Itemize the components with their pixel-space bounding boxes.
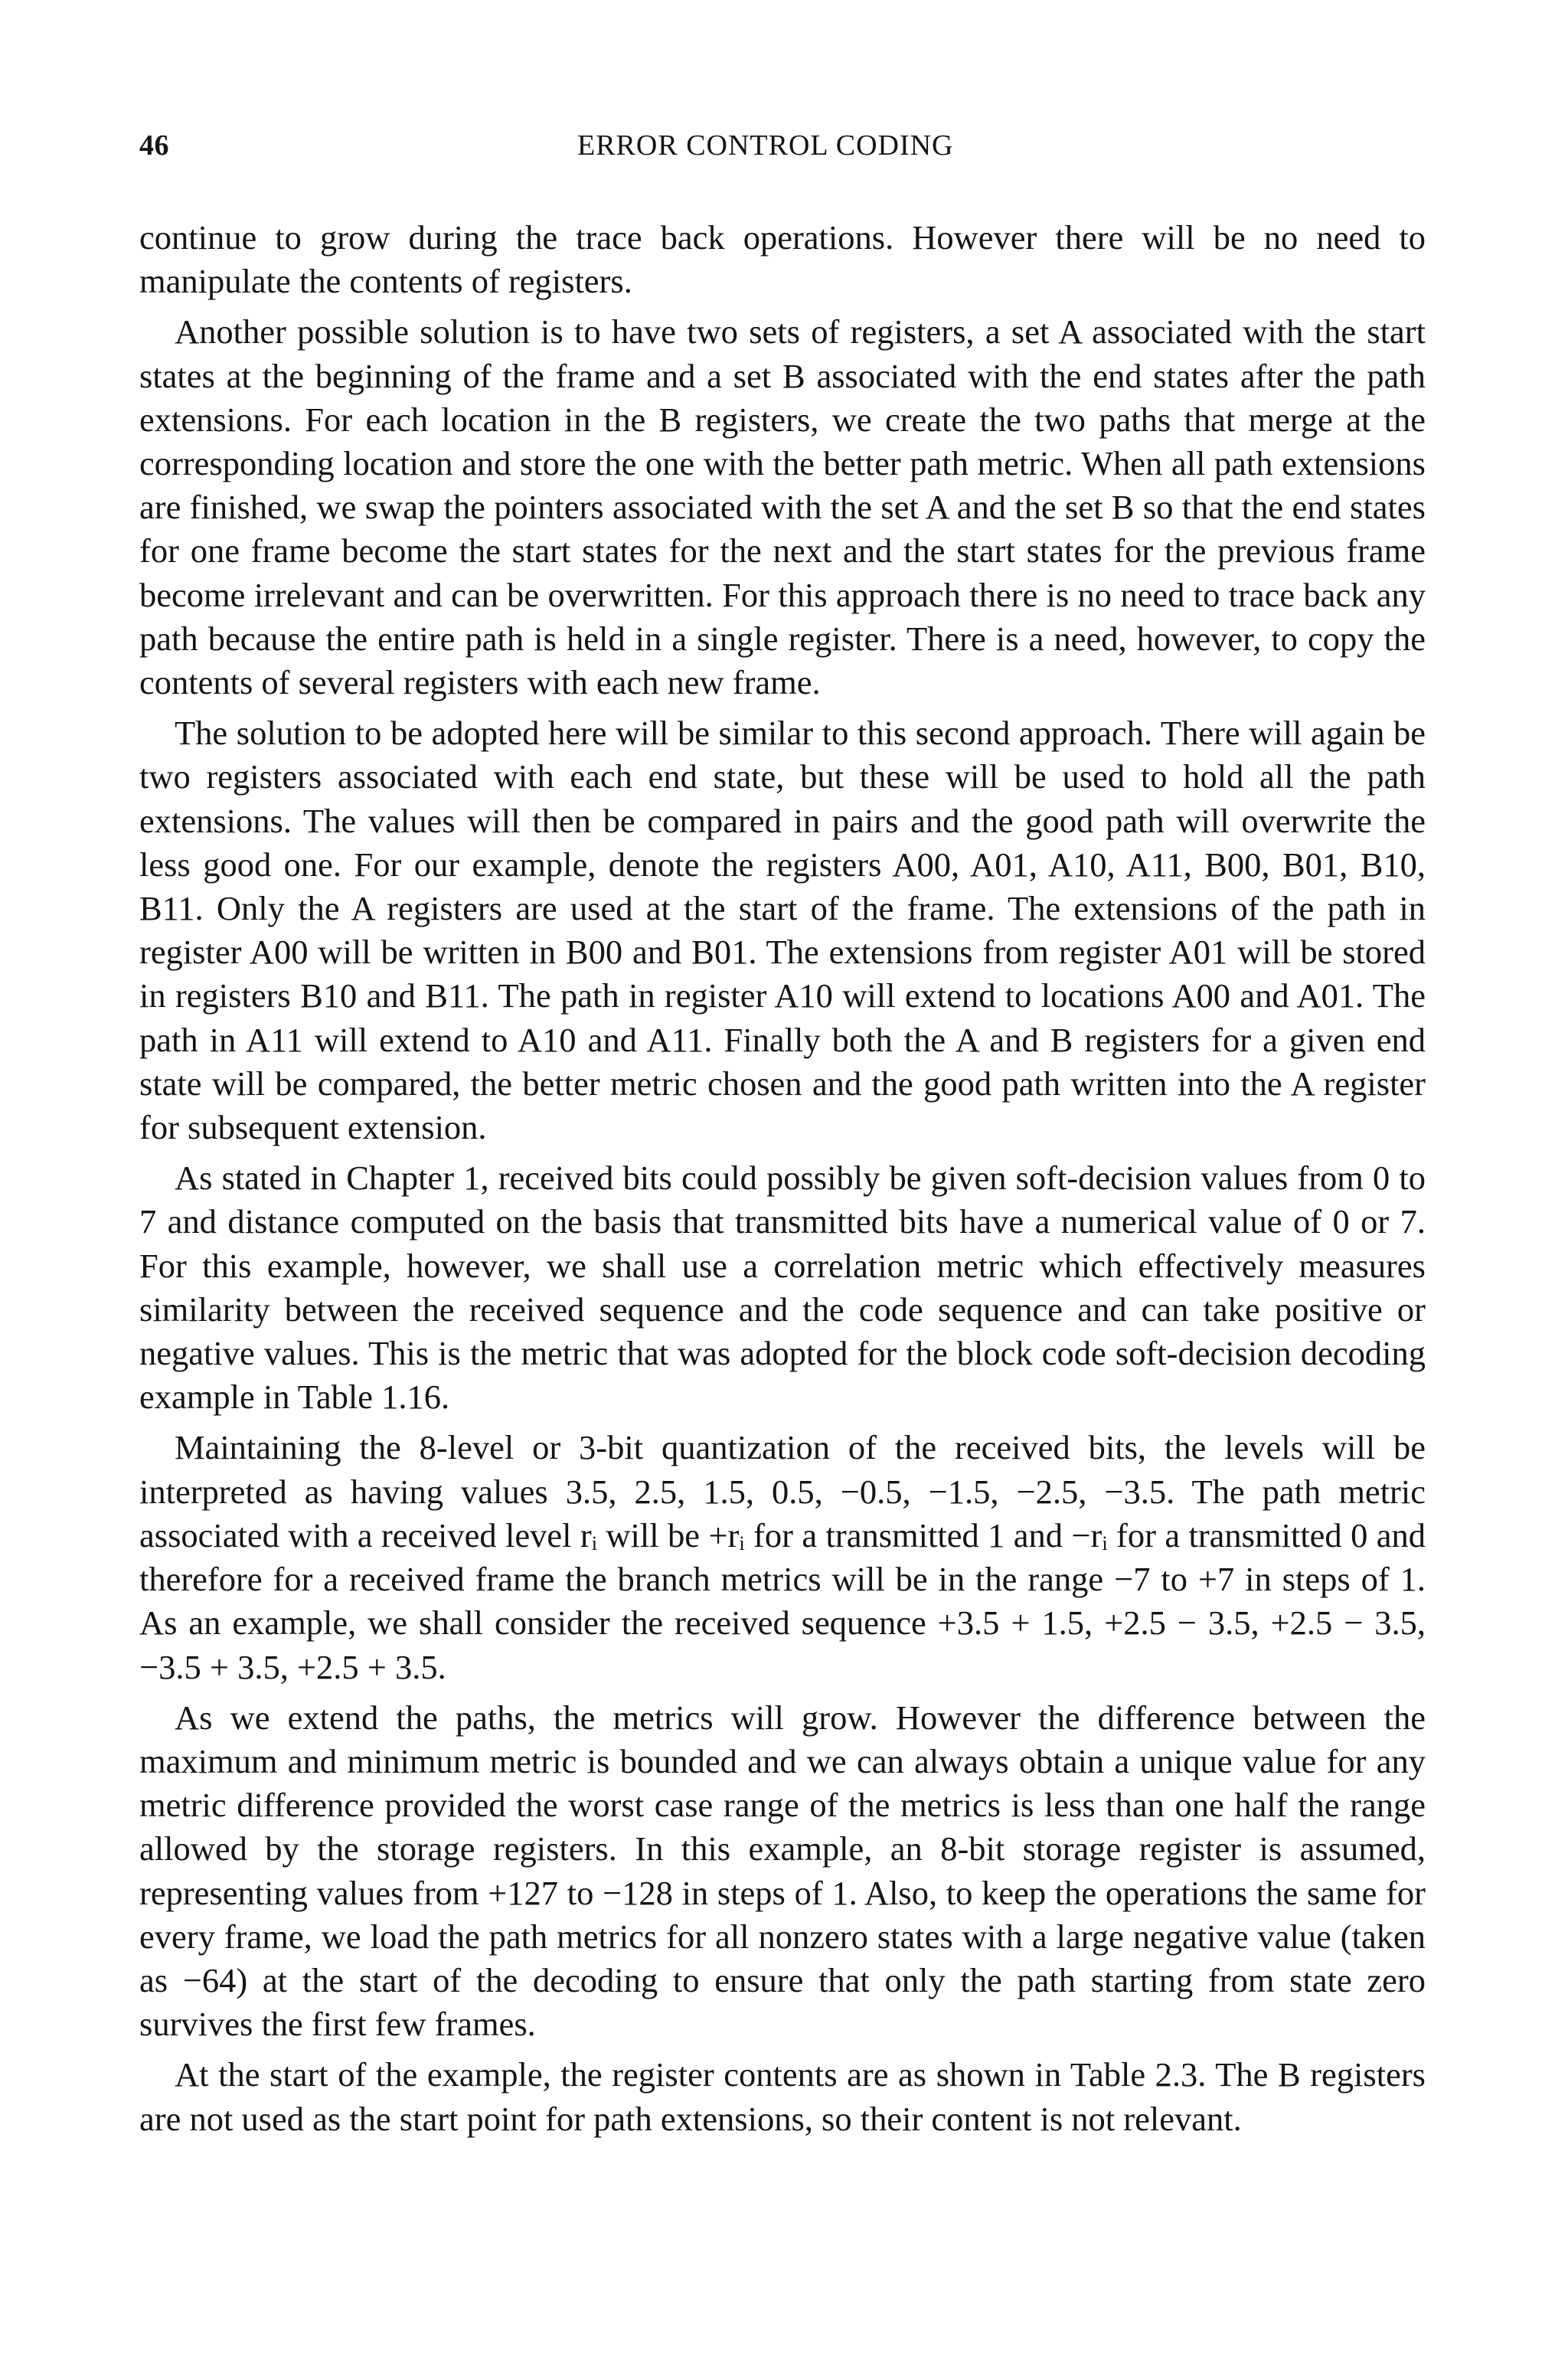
paragraph-quantization: Maintaining the 8-level or 3-bit quantization of the received bits, the levels will be interpreted as having values 3.5, 2.5, 1.5, 0.5, −0.5, −1.5, −2.5, −3.5. The path metric associated with a received level rᵢ will be +rᵢ for a transmitted 1 and −rᵢ for a transmitted 0 and therefore for a received frame the branch metrics will be in the range −7 to +7 in steps of 1. As an example, we shall consider the received sequence +3.5 + 1.5, +2.5 − 3.5, +2.5 − 3.5, −3.5 + 3.5, +2.5 + 3.5.: [139, 1428, 1426, 1686]
paragraph-register-contents: At the start of the example, the register contents are as shown in Table 2.3. The B registers are not used as the start point for path extensions, so their content is not relevant.: [139, 2055, 1426, 2138]
paragraph-adopted-solution: The solution to be adopted here will be similar to this second approach. There will again be two registers associated with each end state, but these will be used to hold all the path extensions. The values will then be compared in pairs and the good path will overwrite the less good one. For our example, denote the registers A00, A01, A10, A11, B00, B01, B10, B11. Only the A registers are used at the start of the frame. The extensions of the path in register A00 will be written in B00 and B01. The extensions from register A01 will be stored in registers B10 and B11. The path in register A10 will extend to locations A00 and A01. The path in A11 will extend to A10 and A11. Finally both the A and B registers for a given end state will be compared, the better metric chosen and the good path written into the A register for subsequent extension.: [139, 714, 1426, 1147]
body-text: [139, 216, 1426, 2141]
paragraph-continuation: continue to grow during the trace back operations. However there will be no need to manipulate the contents of registers.: [139, 218, 1426, 301]
page-number: 46: [139, 129, 169, 162]
paragraph-register-sets: Another possible solution is to have two sets of registers, a set A associated with the start states at the beginning of the frame and a set B associated with the end states after the path extensions. For each location in the B registers, we create the two paths that merge at the corresponding location and store the one with the better path metric. When all path extensions are finished, we swap the pointers associated with the set A and the set B so that the end states for one frame become the start states for the next and the start states for the previous frame become irrelevant and can be overwritten. For this approach there is no need to trace back any path because the entire path is held in a single register. There is a need, however, to copy the contents of several registers with each new frame.: [139, 312, 1426, 702]
paragraph-metric-growth: As we extend the paths, the metrics will grow. However the difference between the maximum and minimum metric is bounded and we can always obtain a unique value for any metric difference provided the worst case range of the metrics is less than one half the range allowed by the storage registers. In this example, an 8-bit storage register is assumed, representing values from +127 to −128 in steps of 1. Also, to keep the operations the same for every frame, we load the path metrics for all nonzero states with a large negative value (taken as −64) at the start of the decoding to ensure that only the path starting from state zero survives the first few frames.: [139, 1698, 1426, 2044]
running-head: [139, 129, 1426, 175]
running-head-title: ERROR CONTROL CODING: [577, 129, 954, 162]
paragraph-soft-decision: As stated in Chapter 1, received bits could possibly be given soft-decision values from 0 to 7 and distance computed on the basis that transmitted bits have a numerical value of 0 or 7. For this example, however, we shall use a correlation metric which effectively measures similarity between the received sequence and the code sequence and can take positive or negative values. This is the metric that was adopted for the block code soft-decision decoding example in Table 1.16.: [139, 1159, 1426, 1417]
